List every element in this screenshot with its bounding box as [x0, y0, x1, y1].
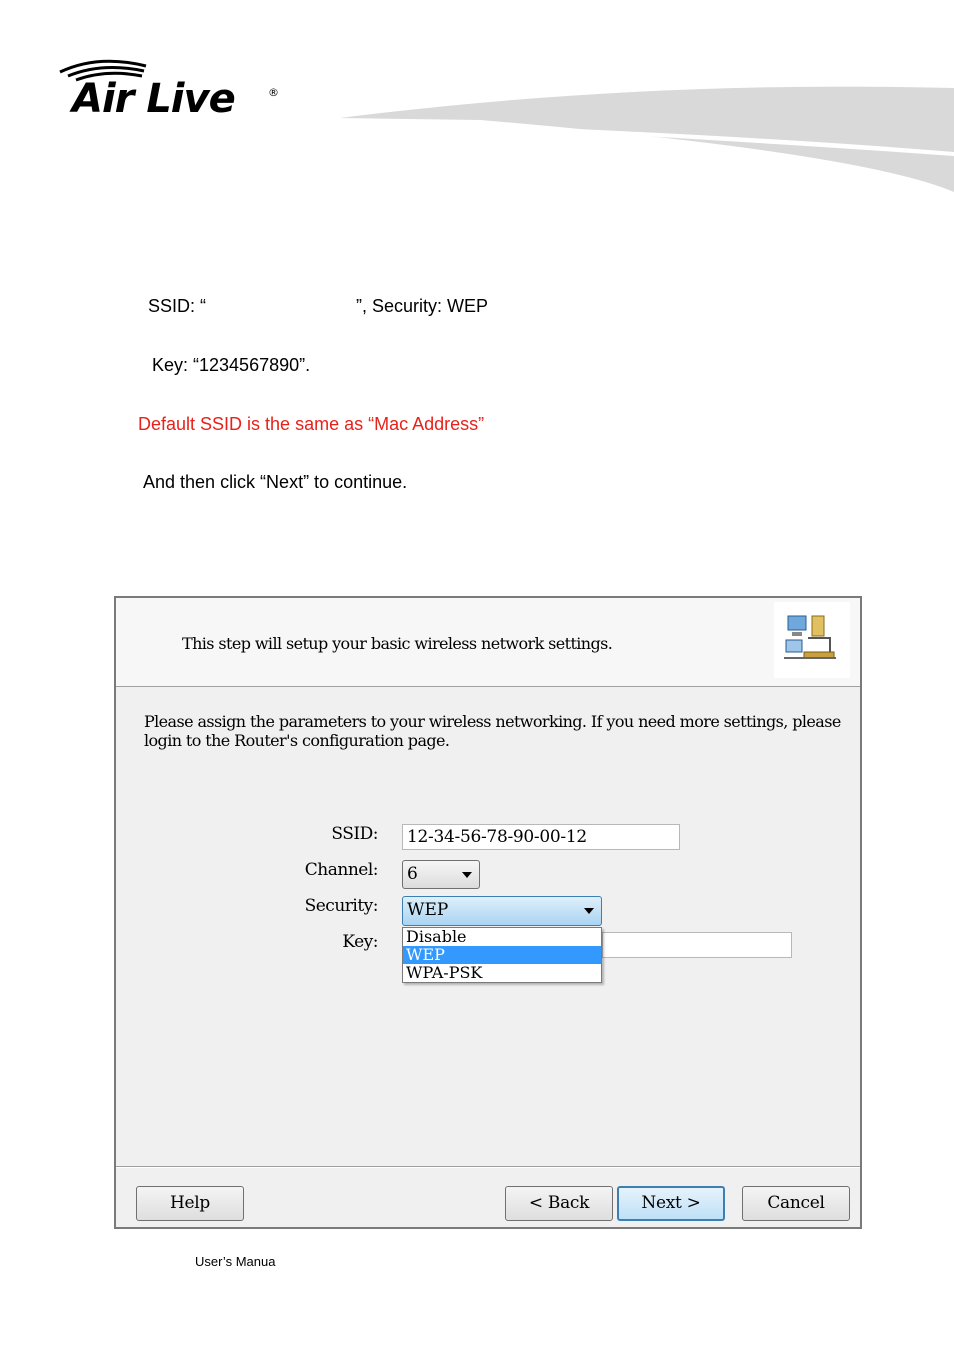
cancel-button[interactable]: Cancel: [742, 1186, 850, 1221]
security-dropdown-list: [402, 927, 602, 983]
network-computers-icon: [774, 602, 850, 678]
security-label: Security:: [304, 896, 378, 916]
instruction-next: And then click “Next” to continue.: [143, 472, 408, 492]
chevron-down-icon: [584, 908, 594, 914]
footer-separator: [116, 1166, 860, 1168]
next-button[interactable]: Next >: [617, 1186, 725, 1221]
channel-label: Channel:: [304, 860, 378, 880]
back-button[interactable]: < Back: [505, 1186, 613, 1221]
ssid-input[interactable]: 12-34-56-78-90-00-12: [402, 824, 680, 850]
footer-text: User’s Manua: [195, 1254, 276, 1269]
instruction-default-ssid-note: Default SSID is the same as “Mac Address”: [138, 414, 485, 434]
option-disable[interactable]: Disable: [406, 927, 467, 946]
header-swoosh: [340, 80, 954, 200]
chevron-down-icon: [462, 872, 472, 878]
security-select[interactable]: [402, 896, 602, 926]
key-label: Key:: [342, 932, 378, 952]
wizard-dialog: [114, 596, 862, 1229]
step-text: This step will setup your basic wireless network settings.: [182, 634, 613, 653]
channel-value: 6: [407, 864, 418, 884]
dialog-description: Please assign the parameters to your wireless networking. If you need more settings, please login to the Router's configuration page.: [144, 712, 841, 750]
dialog-header: [116, 598, 860, 687]
security-value: WEP: [407, 900, 449, 920]
option-wep[interactable]: WEP: [403, 946, 601, 964]
option-wpa-psk[interactable]: WPA-PSK: [406, 963, 483, 982]
instruction-ssid-security: SSID: “ ”, Security: WEP: [148, 296, 489, 316]
instruction-key: Key: “1234567890”.: [152, 355, 311, 375]
key-input[interactable]: [602, 932, 792, 958]
ssid-label: SSID:: [331, 824, 378, 844]
airlive-logo: [58, 58, 288, 128]
registered-mark: ®: [268, 86, 279, 99]
channel-select[interactable]: [402, 860, 480, 889]
help-button[interactable]: Help: [136, 1186, 244, 1221]
logo-text: Air Live: [72, 76, 235, 122]
